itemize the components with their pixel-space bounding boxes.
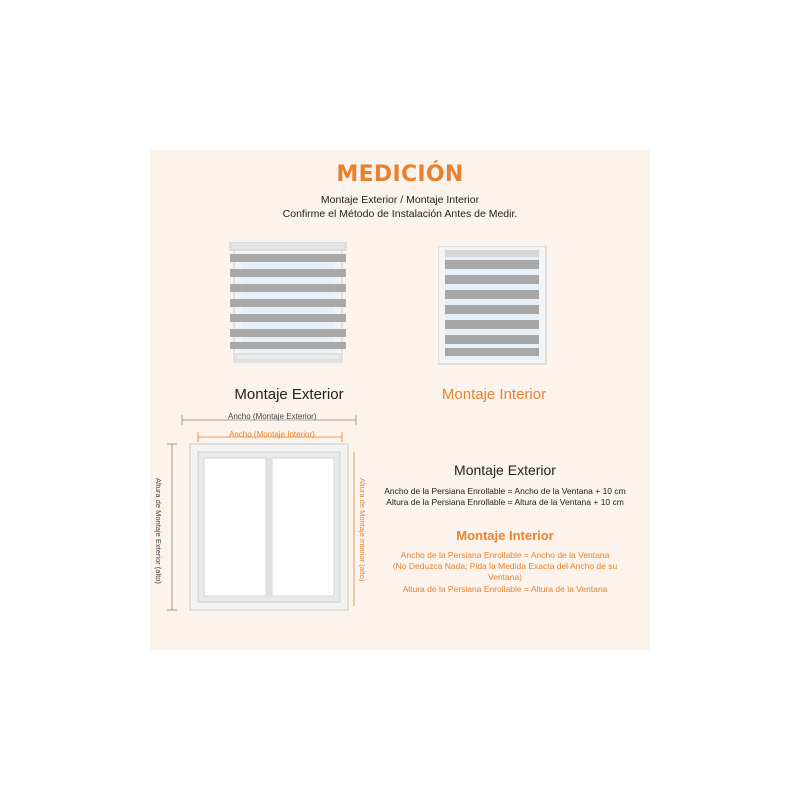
- inside-width-note: (No Deduzca Nada; Pida la Medida Exacta del Ancho de su: [392, 561, 618, 571]
- window-measurement-diagram: [160, 410, 380, 620]
- inside-width-note-end: Ventana): [487, 572, 523, 582]
- subtitle-mount-types: Montaje Exterior / Montaje Interior: [320, 194, 480, 206]
- inside-height-rule: Altura de la Persiana Enrollable = Altura de la Ventana: [402, 584, 608, 594]
- outside-section-title: Montaje Exterior: [454, 462, 556, 478]
- label-width-inside: Ancho (Montaje Interior): [229, 430, 315, 439]
- window-left-pane: [204, 458, 266, 596]
- outside-mount-blind-image: [228, 242, 348, 367]
- inside-section-title: Montaje Interior: [456, 528, 554, 543]
- page-title: MEDICIÓN: [336, 162, 464, 187]
- label-height-inside: Altura de Montaje Interior (alto): [358, 478, 367, 582]
- inside-width-rule: Ancho de la Persiana Enrollable = Ancho de la Ventana: [400, 550, 610, 560]
- caption-outside-mount: Montaje Exterior: [234, 386, 344, 403]
- outside-width-rule: Ancho de la Persiana Enrollable = Ancho de la Ventana + 10 cm: [384, 486, 626, 496]
- window-right-pane: [272, 458, 334, 596]
- inside-mount-blind-image: [438, 246, 548, 366]
- label-width-outside: Ancho (Montaje Exterior): [228, 412, 317, 421]
- outside-height-rule: Altura de la Persiana Enrollable = Altura de la Ventana + 10 cm: [386, 497, 624, 507]
- caption-inside-mount: Montaje Interior: [441, 386, 547, 403]
- subtitle-instruction: Confirme el Método de Instalación Antes de Medir.: [282, 208, 518, 220]
- label-height-outside: Altura de Montaje Exterior (alto): [154, 478, 163, 584]
